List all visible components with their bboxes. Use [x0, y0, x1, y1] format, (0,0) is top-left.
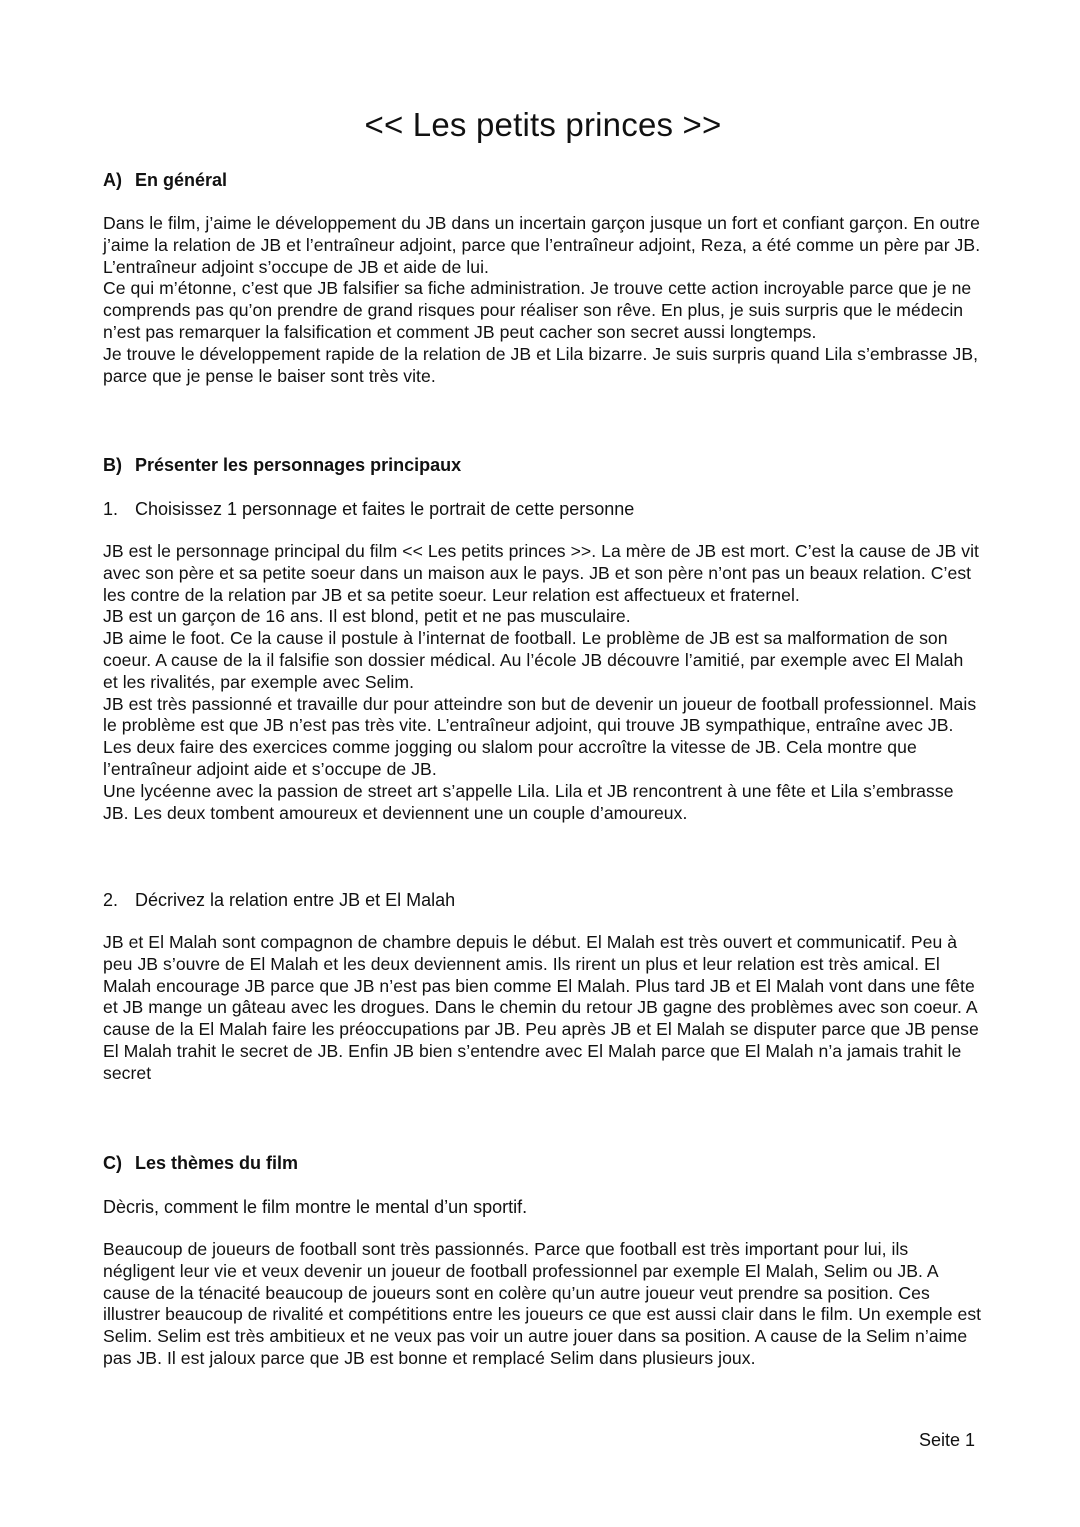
question-1	[103, 497, 634, 521]
section-b-heading	[103, 453, 461, 477]
section-b-letter: B)	[103, 455, 122, 475]
section-a-text	[103, 213, 983, 387]
answer-1-paragraph: JB est très passionné et travaille dur pour atteindre son but de devenir un joueur de football professionnel. Mais le problème est que JB n’est pas très vite. L’entraîneur adjoint, qui trouve JB sympathique, entraîne avec JB. Les deux faire des exercices comme jogging ou slalom pour accroître la vitesse de JB. Cela montre que l’entraîneur adjoint aide et s’occupe de JB.	[103, 693, 977, 779]
section-c-heading	[103, 1151, 298, 1175]
section-a-title: En général	[135, 170, 228, 190]
section-a-letter: A)	[103, 170, 122, 190]
section-c-paragraph: Beaucoup de joueurs de football sont très passionnés. Parce que football est très important pour lui, ils négligent leur vie et veux devenir un joueur de football professionnel par exemple El Malah, Selim ou JB. A cause de la ténacité beaucoup de joueurs sont en colère qu’un autre joueur veut prendre sa position. Ces illustrer beaucoup de rivalité et compétitions entre les joueurs ce que est aussi clair dans le film. Un exemple est Selim. Selim est très ambitieux et ne veux pas voir un autre jouer dans sa position. A cause de la Selim n’aime pas JB. Il est jaloux parce que JB est bonne et remplacé Selim dans plusieurs joux.	[103, 1239, 982, 1368]
question-1-text: Choisissez 1 personnage et faites le portrait de cette personne	[135, 499, 635, 519]
answer-1-paragraph: Une lycéenne avec la passion de street art s’appelle Lila. Lila et JB rencontrent à une fête et Lila s’embrasse JB. Les deux tombent amoureux et deviennent une un couple d’amoureux.	[103, 780, 954, 823]
section-b-title: Présenter les personnages principaux	[135, 455, 462, 475]
answer-2-text	[103, 932, 983, 1085]
answer-2-paragraph: JB et El Malah sont compagnon de chambre depuis le début. El Malah est très ouvert et communicatif. Peu à peu JB s’ouvre de El Malah et les deux deviennent amis. Ils rirent un plus et leur relation est très amical. El Malah encourage JB parce que JB n’est pas bien comme El Malah. Plus tard JB et El Malah vont dans une fête et JB mange un gâteau avec les drogues. Dans le chemin du retour JB gagne des problèmes avec son coeur. A cause de la El Malah faire les préoccupations par JB. Peu après JB et El Malah se disputer parce que JB pense El Malah trahit le secret de JB. Enfin JB bien s’entendre avec El Malah parce que El Malah n’a jamais trahit le secret	[103, 932, 979, 1083]
question-1-number: 1.	[103, 499, 119, 519]
section-a-heading	[103, 168, 227, 192]
question-2-number: 2.	[103, 890, 119, 910]
section-c-prompt: Dècris, comment le film montre le mental d’un sportif.	[103, 1197, 528, 1217]
answer-1-paragraph: JB est le personnage principal du film << Les petits princes >>. La mère de JB est mort. C’est la cause de JB vit avec son père et sa petite soeur dans un maison aux le pays. JB et son père n’ont pas un beaux relation. C’est les contre de la relation par JB et sa petite soeur. Leur relation est affectueux et fraternel.	[103, 541, 979, 605]
answer-1-paragraph: JB aime le foot. Ce la cause il postule à l’internat de football. Le problème de JB est sa malformation de son coeur. A cause de la il falsifie son dossier médical. Au l’école JB découvre l’amitié, par exemple avec El Malah et les rivalités, par exemple avec Selim.	[103, 628, 964, 692]
section-c-title: Les thèmes du film	[135, 1153, 299, 1173]
section-c-letter: C)	[103, 1153, 122, 1173]
section-c-answer	[103, 1239, 983, 1370]
answer-1-text	[103, 541, 983, 824]
page-number: Seite 1	[918, 1430, 975, 1450]
section-a-paragraph: Je trouve le développement rapide de la relation de JB et Lila bizarre. Je suis surpris quand Lila s’embrasse JB, parce que je pense le baiser sont très vite.	[103, 343, 979, 386]
answer-1-paragraph: JB est un garçon de 16 ans. Il est blond, petit et ne pas musculaire.	[103, 606, 631, 627]
section-a-paragraph: Ce qui m’étonne, c’est que JB falsifier sa fiche administration. Je trouve cette action incroyable parce que je ne comprends pas qu’on prendre de grand risques pour réaliser son rêve. En plus, je suis surpris que le médecin n’est pas remarquer la falsification et comment JB peut cacher son secret aussi longtemps.	[103, 278, 972, 342]
section-a-paragraph: Dans le film, j’aime le développement du JB dans un incertain garçon jusque un fort et confiant garçon. En outre j’aime la relation de JB et l’entraîneur adjoint, parce que l’entraîneur adjoint, Reza, a été comme un père par JB. L’entraîneur adjoint s’occupe de JB et aide de lui.	[103, 213, 981, 277]
question-2-text: Décrivez la relation entre JB et El Malah	[135, 890, 456, 910]
question-2	[103, 888, 455, 912]
document-title: << Les petits princes >>	[364, 106, 722, 143]
